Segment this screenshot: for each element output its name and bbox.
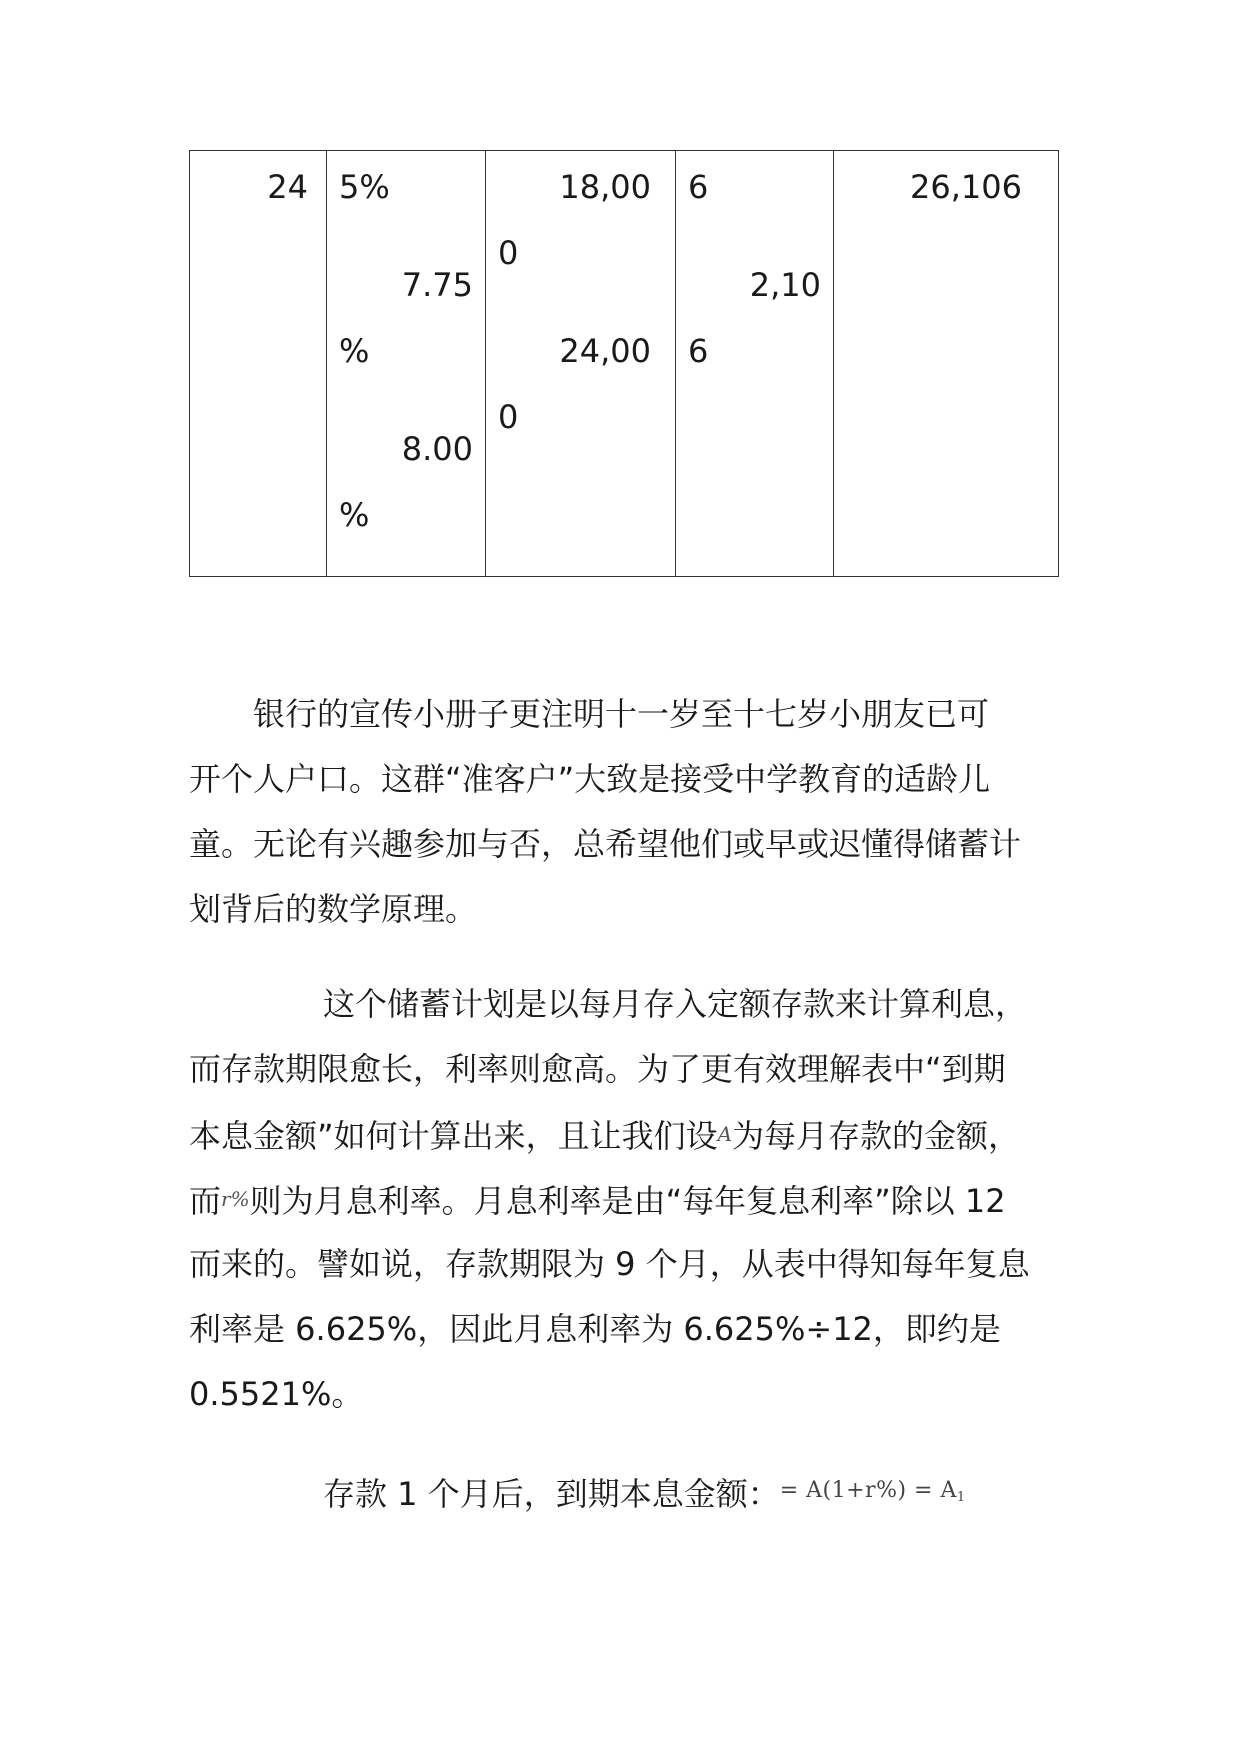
table-cell-interest (676, 151, 834, 577)
text-line: 银行的宣传小册子更注明十一岁至十七岁小朋友已可 (253, 695, 990, 733)
paragraph-brochure (189, 682, 1069, 942)
cell-text: 8.00 (401, 430, 473, 468)
variable-r: r% (221, 1187, 250, 1211)
text-segment: 而 (189, 1182, 222, 1220)
text-line: 而存款期限愈长，利率则愈高。为了更有效理解表中“到期 (189, 1050, 1006, 1088)
cell-text: 24 (267, 168, 308, 206)
cell-text: 26,106 (910, 168, 1022, 206)
text-line: 利率是 6.625%，因此月息利率为 6.625%÷12，即约是 (189, 1310, 1001, 1348)
cell-text: 6 (688, 332, 709, 370)
text-line: 童。无论有兴趣参加与否，总希望他们或早或迟懂得储蓄计 (189, 825, 1022, 863)
text-line (189, 1167, 1069, 1232)
text-line: 划背后的数学原理。 (189, 890, 478, 928)
text-line: 0.5521%。 (189, 1375, 364, 1413)
cell-text: 18,00 (559, 168, 651, 206)
text-segment: 则为月息利率。月息利率是由“每年复息利率”除以 12 (249, 1182, 1006, 1220)
cell-text: 0 (498, 398, 519, 436)
text-segment: 本息金额”如何计算出来，且让我们设 (189, 1117, 718, 1155)
text-line (189, 1458, 1069, 1523)
text-line (189, 1102, 1069, 1167)
text-segment: 存款 1 个月后，到期本息金额： (323, 1475, 780, 1513)
table-row (190, 151, 1059, 577)
variable-a: A (717, 1122, 733, 1146)
cell-text: % (339, 332, 370, 370)
cell-text: 7.75 (401, 266, 473, 304)
paragraph-formula (189, 1458, 1069, 1523)
table-cell-rate (327, 151, 486, 577)
table-cell-deposit (486, 151, 676, 577)
text-line: 而来的。譬如说，存款期限为 9 个月，从表中得知每年复息 (189, 1245, 1030, 1283)
cell-text: 2,10 (749, 266, 821, 304)
table-cell-term (190, 151, 327, 577)
cell-text: 0 (498, 234, 519, 272)
cell-text: % (339, 496, 370, 534)
formula-image (780, 1478, 966, 1503)
text-line: 这个储蓄计划是以每月存入定额存款来计算利息， (323, 985, 1028, 1023)
table-cell-total (834, 151, 1059, 577)
cell-text: 6 (688, 168, 709, 206)
interest-table (189, 150, 1059, 577)
cell-text: 5% (339, 168, 390, 206)
formula-text: = A(1+r%) = A (779, 1478, 957, 1503)
formula-subscript: 1 (956, 1490, 966, 1505)
text-segment: 为每月存款的金额， (732, 1117, 1021, 1155)
cell-text: 24,00 (559, 332, 651, 370)
text-line: 开个人户口。这群“准客户”大致是接受中学教育的适龄儿 (189, 760, 991, 798)
paragraph-savings-plan (189, 972, 1069, 1427)
